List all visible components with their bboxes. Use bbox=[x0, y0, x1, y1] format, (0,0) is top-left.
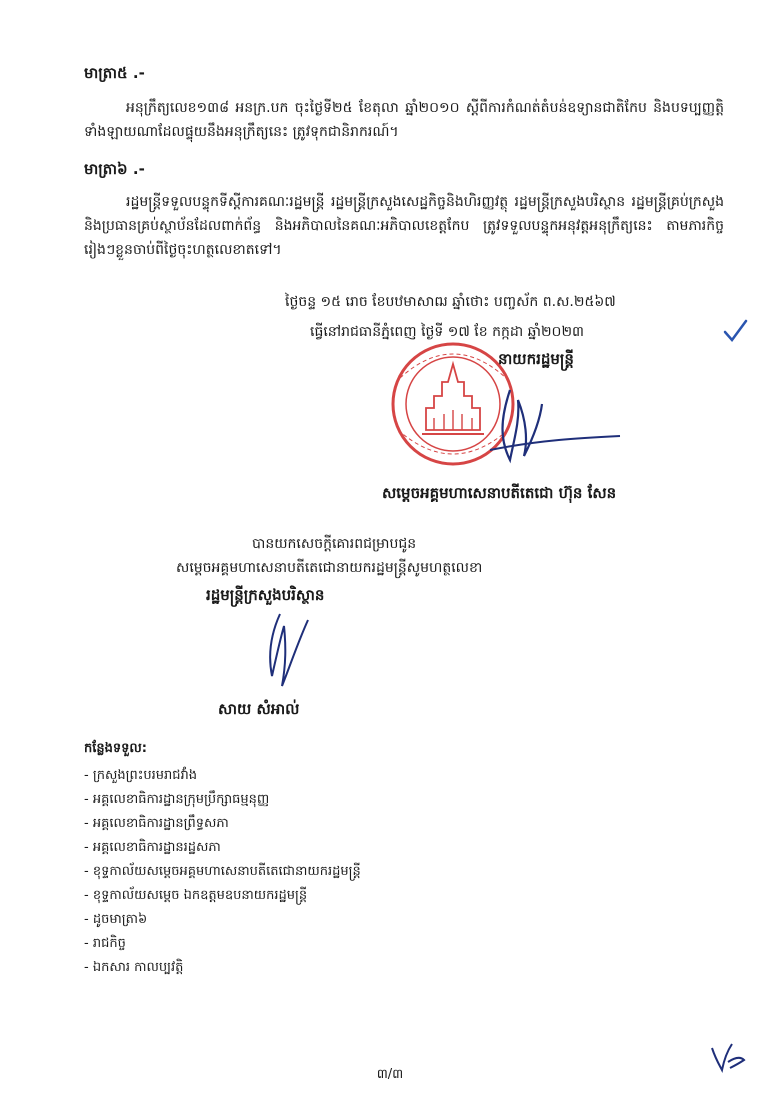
minister-title: រដ្ឋមន្ត្រីក្រសួងបរិស្ថាន bbox=[206, 586, 325, 604]
recipient-item: - អគ្គលេខាធិការដ្ឋានរដ្ឋសភា bbox=[84, 840, 221, 855]
prime-minister-name: សម្ដេចអគ្គមហាសេនាបតីតេជោ ហ៊ុន សែន bbox=[382, 484, 617, 502]
solar-date: ធ្វើនៅរាជធានីភ្នំពេញ ថ្ងៃទី ១៧ ខែ កក្កដា ឆ្នាំ២០២៣ bbox=[310, 324, 585, 340]
article-5-heading: មាត្រា៥ .- bbox=[84, 64, 145, 82]
article-5-text: អនុក្រឹត្យលេខ១៣៨ អនក្រ.បក ចុះថ្ងៃទី២៥ ខែតុលា ឆ្នាំ២០១០ ស្ដីពីការកំណត់តំបន់ឧទ្យានជាតិកែប និងបទប្បញ្ញត្តិទាំងឡាយណាដែលផ្ទុយនឹងអនុក្រឹត្យនេះ ត្រូវទុកជានិរាករណ៍។ bbox=[84, 100, 724, 140]
article-6-heading: មាត្រា៦ .- bbox=[84, 160, 145, 178]
check-mark-icon bbox=[722, 318, 748, 344]
recipient-item: - អគ្គលេខាធិការដ្ឋានក្រុមប្រឹក្សាធម្មនុញ្ញ bbox=[84, 792, 270, 807]
initials-mark bbox=[708, 1040, 748, 1074]
page-number: ៣/៣ bbox=[376, 1067, 404, 1082]
prime-minister-title: នាយករដ្ឋមន្ត្រី bbox=[498, 350, 574, 368]
article-6-text: រដ្ឋមន្ត្រីទទួលបន្ទុកទីស្ដីការគណៈរដ្ឋមន្ត្រី រដ្ឋមន្ត្រីក្រសួងសេដ្ឋកិច្ចនិងហិរញ្ញវត្ថុ រដ្ឋមន្ត្រីក្រសួងបរិស្ថាន រដ្ឋមន្ត្រីគ្រប់ក្រសួងនិងប្រធានគ្រប់ស្ថាប័នដែលពាក់ព័ន្ធ និងអភិបាលនៃគណៈអភិបាលខេត្តកែប ត្រូវទទួលបន្ទុកអនុវត្តអនុក្រឹត្យនេះ តាមភារកិច្ចរៀងៗខ្លួនចាប់ពីថ្ងៃចុះហត្ថលេខាតទៅ។ bbox=[84, 194, 724, 258]
recipient-item: - ឯកសារ កាលប្បវត្តិ bbox=[84, 960, 184, 975]
recipient-item: - អគ្គលេខាធិការដ្ឋានព្រឹទ្ធសភា bbox=[84, 816, 229, 831]
lunar-date: ថ្ងៃចន្ទ ១៥ រោច ខែបឋមាសាឍ ឆ្នាំថោះ បញ្ចស័ក ព.ស.២៥៦៧ bbox=[285, 294, 616, 310]
recipient-item: - រាជកិច្ច bbox=[84, 936, 126, 951]
recipients-list bbox=[84, 764, 361, 980]
recipient-item: - ក្រសួងព្រះបរមរាជវាំង bbox=[84, 768, 198, 783]
prime-minister-signature bbox=[470, 380, 630, 480]
submission-line-2: សម្ដេចអគ្គមហាសេនាបតីតេជោនាយករដ្ឋមន្ត្រីសូមហត្ថលេខា bbox=[176, 560, 483, 576]
recipient-item: - ដូចមាត្រា៦ bbox=[84, 912, 148, 927]
minister-name: សាយ សំអាល់ bbox=[218, 700, 300, 718]
recipients-heading: កន្លែងទទួល: bbox=[84, 741, 147, 756]
submission-line-1: បានយកសេចក្ដីគោរពជម្រាបជូន bbox=[252, 536, 417, 552]
recipient-item: - ខុទ្ទកាល័យសម្ដេច ឯកឧត្តមឧបនាយករដ្ឋមន្ត្រី bbox=[84, 888, 308, 903]
minister-signature bbox=[250, 606, 330, 696]
recipient-item: - ខុទ្ទកាល័យសម្ដេចអគ្គមហាសេនាបតីតេជោនាយករដ្ឋមន្ត្រី bbox=[84, 864, 361, 879]
